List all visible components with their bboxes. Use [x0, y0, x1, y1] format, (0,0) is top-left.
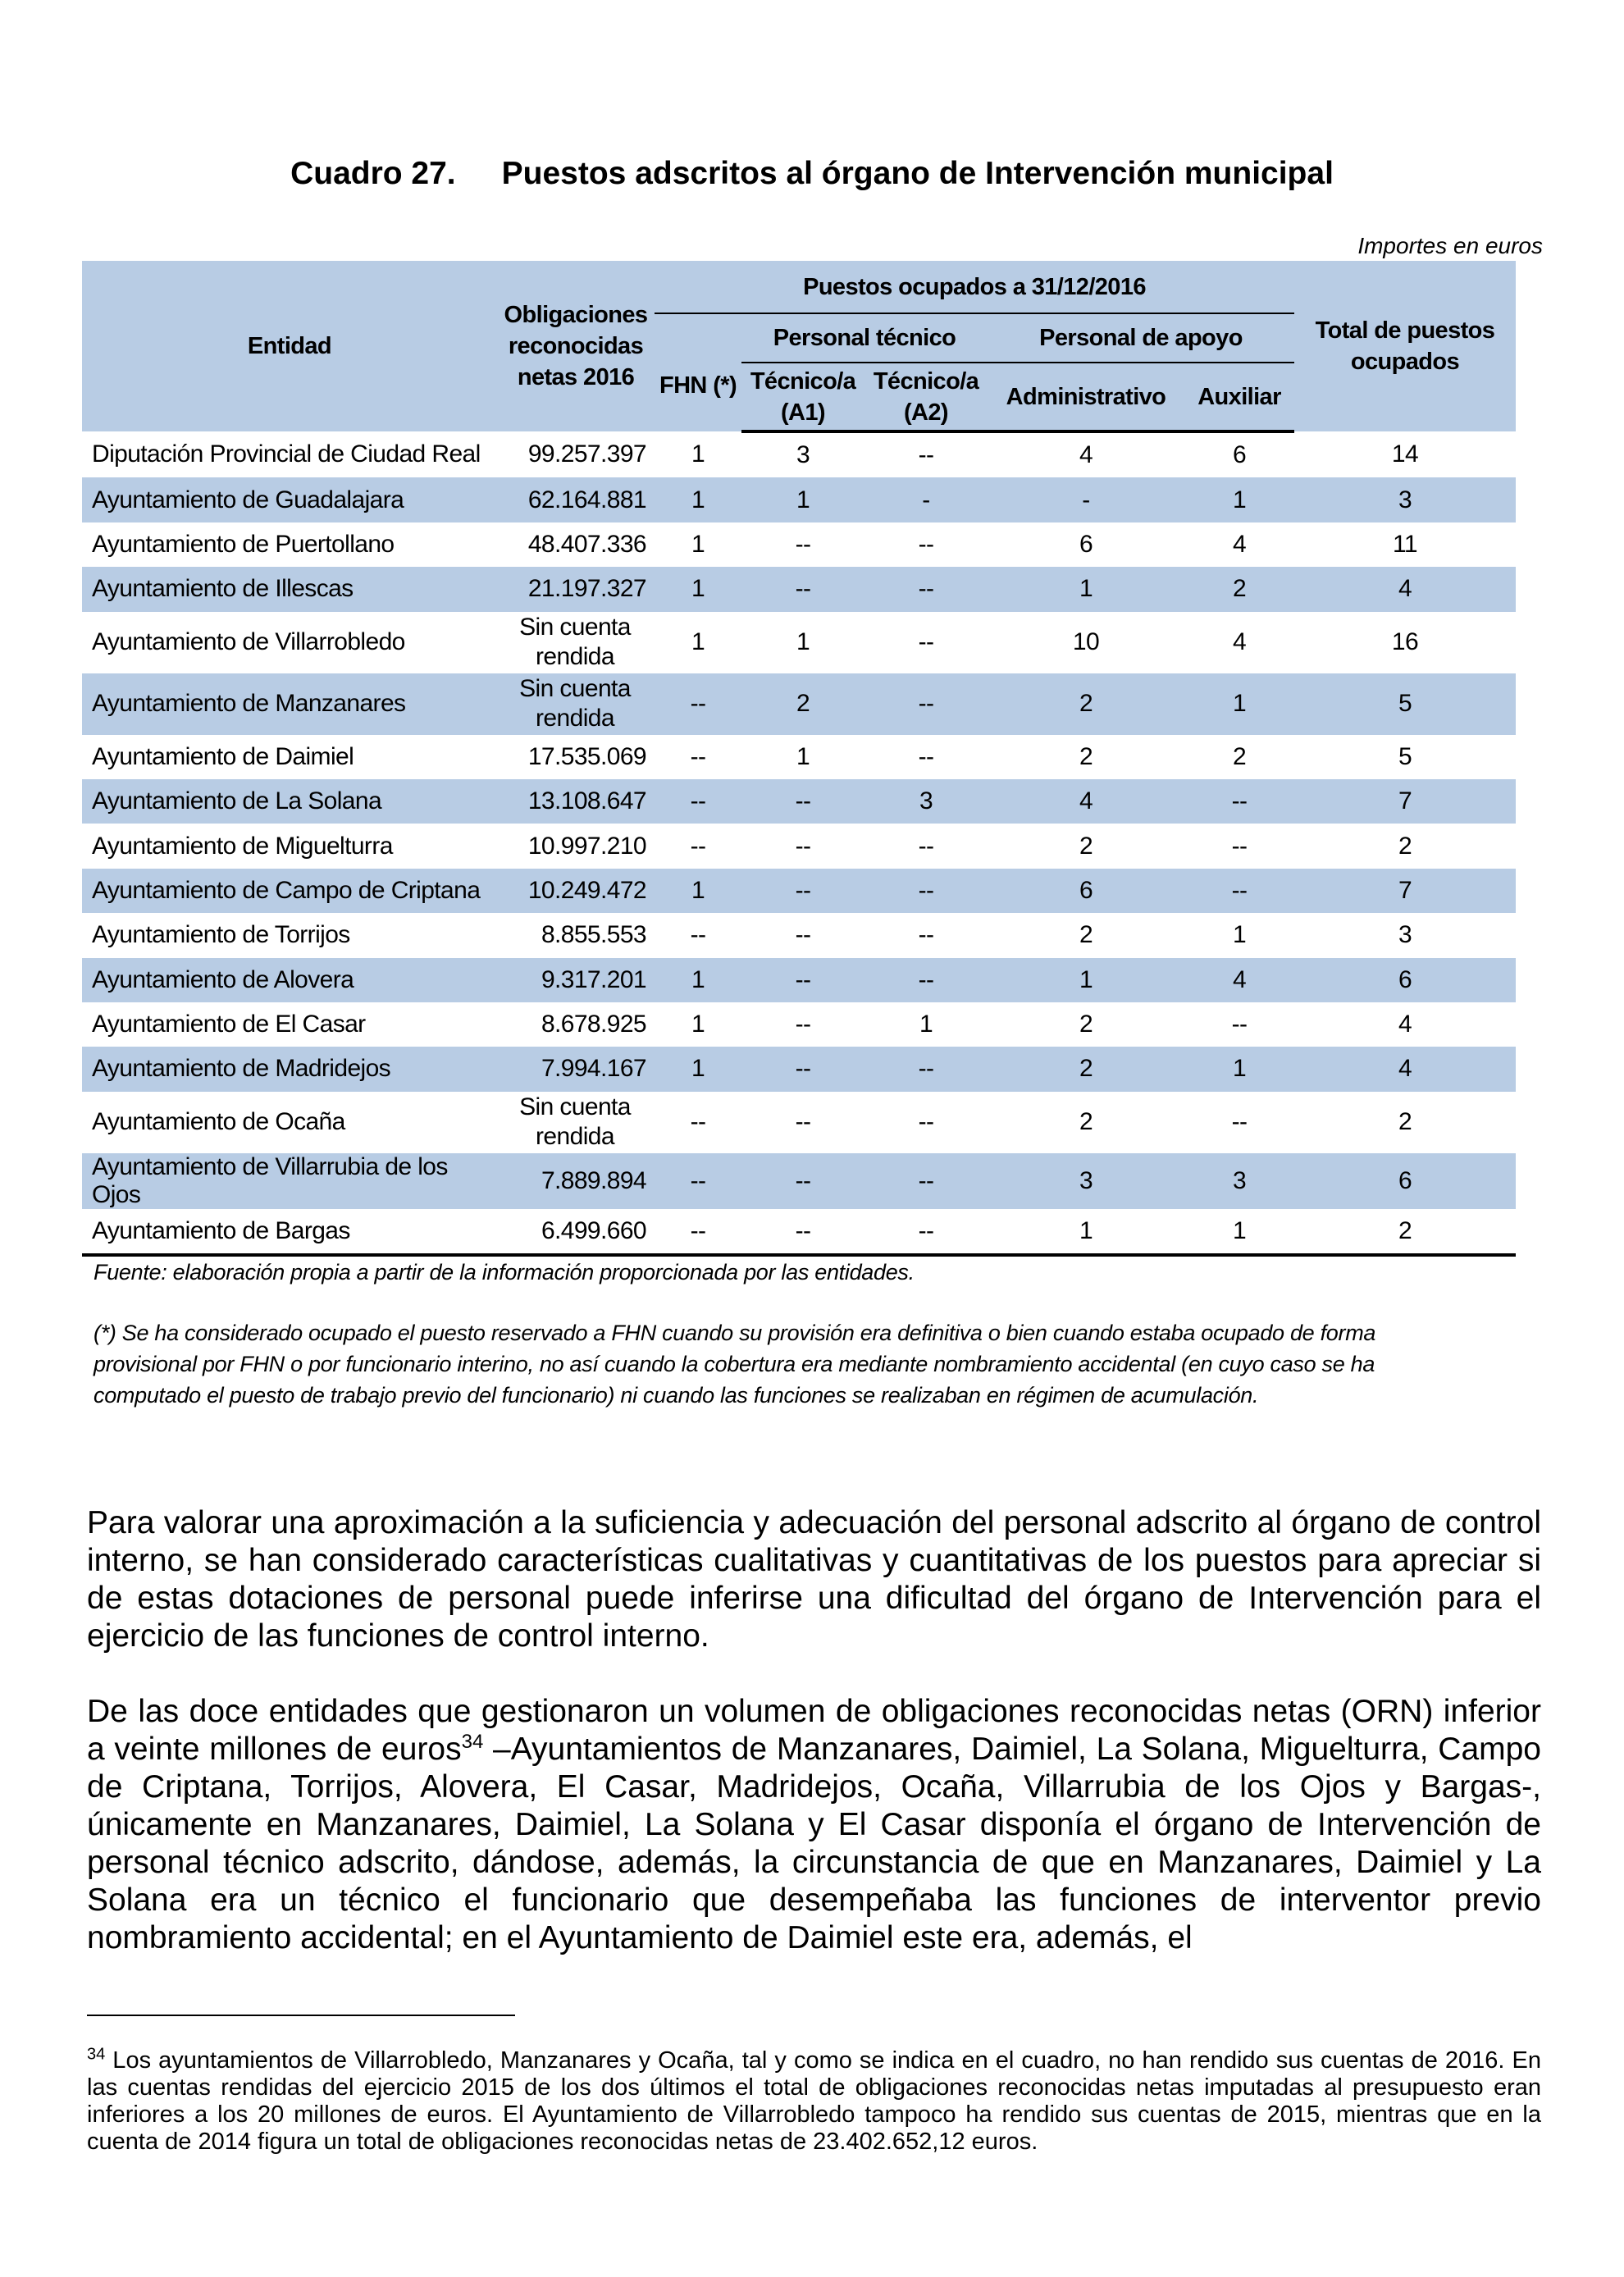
cell-fhn: -- — [655, 1209, 741, 1255]
cell-total: 11 — [1393, 530, 1417, 558]
cell-obligaciones: 62.164.881 — [497, 477, 655, 522]
cell-auxiliar: 1 — [1184, 477, 1294, 522]
header-administrativo: Administrativo — [988, 363, 1184, 431]
cell-obligaciones: 6.499.660 — [497, 1209, 655, 1255]
header-obligaciones: Obligaciones reconocidas netas 2016 — [497, 261, 655, 431]
cell-auxiliar: 1 — [1184, 1047, 1294, 1091]
cell-tecnico-a1: -- — [795, 1011, 811, 1038]
cell-auxiliar: 1 — [1184, 1209, 1294, 1255]
cell-entidad: Ayuntamiento de El Casar — [92, 1011, 366, 1038]
cell-total: 5 — [1398, 742, 1412, 770]
cell-administrativo: 1 — [988, 1209, 1184, 1255]
cell-total: 3 — [1294, 477, 1516, 522]
table-header — [82, 261, 1516, 431]
cell-total: 2 — [1294, 1209, 1516, 1255]
cell-tecnico-a2: -- — [918, 832, 934, 860]
cell-obligaciones: 9.317.201 — [497, 958, 655, 1002]
cell-obligaciones: 17.535.069 — [527, 742, 646, 770]
cell-administrativo: 6 — [988, 869, 1184, 913]
cell-entidad: Ayuntamiento de Ocaña — [92, 1108, 345, 1136]
cell-tecnico-a1: -- — [795, 832, 811, 860]
footnote-separator — [87, 2015, 515, 2016]
cell-entidad: Ayuntamiento de Illescas — [82, 567, 497, 611]
cell-tecnico-a2: -- — [864, 1153, 988, 1209]
cell-tecnico-a2: -- — [918, 530, 934, 558]
table-row — [82, 1209, 1516, 1255]
cell-tecnico-a1: -- — [795, 1108, 811, 1136]
cell-tecnico-a2: -- — [918, 921, 934, 949]
cell-auxiliar: 2 — [1184, 567, 1294, 611]
cell-tecnico-a1: 1 — [796, 628, 810, 656]
cell-auxiliar: 3 — [1184, 1153, 1294, 1209]
units-note: Importes en euros — [1357, 233, 1543, 258]
cell-auxiliar: -- — [1184, 779, 1294, 824]
cell-entidad: Ayuntamiento de Daimiel — [92, 742, 354, 770]
cell-tecnico-a2: 3 — [864, 779, 988, 824]
cell-entidad: Ayuntamiento de Bargas — [82, 1209, 497, 1255]
cell-administrativo: 4 — [988, 779, 1184, 824]
cell-fhn: -- — [690, 742, 706, 770]
cell-tecnico-a2: -- — [864, 869, 988, 913]
source-note: Fuente: elaboración propia a partir de la información proporcionada por las entidades. — [94, 1260, 915, 1285]
cell-tecnico-a1: -- — [795, 530, 811, 558]
body-paragraph-2 — [87, 1693, 1541, 1957]
cell-tecnico-a2: -- — [864, 1047, 988, 1091]
cell-auxiliar: 4 — [1232, 628, 1247, 656]
cell-tecnico-a1: -- — [741, 1209, 864, 1255]
cell-obligaciones: 48.407.336 — [527, 530, 646, 558]
cell-fhn: 1 — [655, 958, 741, 1002]
header-fhn: FHN (*) — [655, 313, 741, 431]
cell-tecnico-a1: 3 — [796, 441, 810, 469]
table-row — [82, 1047, 1516, 1091]
cell-total: 6 — [1294, 1153, 1516, 1209]
cell-auxiliar: 4 — [1232, 530, 1247, 558]
cell-fhn: 1 — [655, 477, 741, 522]
caption-number: Cuadro 27. — [290, 156, 456, 191]
header-personal-apoyo: Personal de apoyo — [988, 313, 1294, 363]
table-row — [82, 1092, 1516, 1153]
footnote-reference: 34 — [461, 1731, 484, 1753]
cell-obligaciones: 7.994.167 — [497, 1047, 655, 1091]
table-row — [82, 673, 1516, 735]
header-tecnico-a1: Técnico/a (A1) — [741, 363, 864, 431]
cell-fhn: 1 — [691, 440, 705, 468]
cell-auxiliar: -- — [1184, 869, 1294, 913]
cell-entidad: Ayuntamiento de Torrijos — [92, 921, 350, 949]
footnote — [87, 2047, 1541, 2156]
cell-fhn: -- — [655, 673, 741, 735]
cell-administrativo: 3 — [988, 1153, 1184, 1209]
cell-obligaciones: Sin cuenta rendida — [519, 1093, 631, 1151]
table-row — [82, 1002, 1516, 1047]
cell-entidad: Ayuntamiento de Campo de Criptana — [82, 869, 497, 913]
table-row — [82, 567, 1516, 611]
cell-tecnico-a1: -- — [741, 869, 864, 913]
cell-tecnico-a1: -- — [741, 1047, 864, 1091]
cell-administrativo: - — [988, 477, 1184, 522]
cell-total: 4 — [1398, 1011, 1412, 1038]
cell-obligaciones: 10.997.210 — [527, 832, 646, 860]
cell-auxiliar: -- — [1231, 832, 1248, 860]
cell-entidad: Ayuntamiento de Guadalajara — [82, 477, 497, 522]
cell-administrativo: 2 — [988, 673, 1184, 735]
cell-fhn: -- — [690, 1108, 706, 1136]
cell-auxiliar: 1 — [1232, 921, 1247, 949]
cell-total: 16 — [1391, 628, 1419, 656]
cell-auxiliar: 6 — [1232, 441, 1247, 469]
cell-entidad: Ayuntamiento de Alovera — [82, 958, 497, 1002]
footnote-number: 34 — [87, 2045, 106, 2064]
table-row — [82, 779, 1516, 824]
cell-administrativo: 2 — [1079, 1108, 1093, 1136]
cell-tecnico-a1: 2 — [741, 673, 864, 735]
cell-tecnico-a2: -- — [864, 958, 988, 1002]
cell-total: 4 — [1294, 567, 1516, 611]
table-caption — [82, 156, 1542, 192]
cell-obligaciones: 7.889.894 — [497, 1153, 655, 1209]
cell-obligaciones: 13.108.647 — [497, 779, 655, 824]
table-body — [82, 431, 1516, 1255]
caption-title: Puestos adscritos al órgano de Intervención municipal — [501, 156, 1334, 191]
cell-administrativo: 2 — [988, 1047, 1184, 1091]
cell-tecnico-a2: -- — [864, 673, 988, 735]
cell-auxiliar: -- — [1231, 1108, 1248, 1136]
cell-total: 2 — [1398, 1108, 1412, 1136]
cell-tecnico-a1: -- — [741, 779, 864, 824]
cell-tecnico-a2: -- — [918, 628, 934, 656]
cell-fhn: -- — [690, 832, 706, 860]
cell-obligaciones: 99.257.397 — [527, 440, 646, 468]
puestos-table — [82, 261, 1516, 1257]
cell-entidad: Ayuntamiento de Puertollano — [92, 530, 395, 558]
cell-fhn: 1 — [691, 628, 705, 656]
cell-fhn: 1 — [655, 1047, 741, 1091]
cell-fhn: -- — [655, 1153, 741, 1209]
header-tecnico-a2: Técnico/a (A2) — [864, 363, 988, 431]
table-row — [82, 824, 1516, 868]
cell-tecnico-a1: -- — [741, 1153, 864, 1209]
table-row — [82, 735, 1516, 779]
cell-total: 4 — [1294, 1047, 1516, 1091]
cell-tecnico-a1: -- — [741, 567, 864, 611]
cell-fhn: -- — [655, 779, 741, 824]
cell-administrativo: 6 — [1079, 530, 1093, 558]
cell-tecnico-a1: 1 — [796, 742, 810, 770]
cell-tecnico-a2: -- — [918, 742, 934, 770]
cell-tecnico-a1: -- — [741, 958, 864, 1002]
cell-administrativo: 4 — [1079, 441, 1093, 469]
paragraph-2-text-a: De las doce entidades que gestionaron un volumen de obligaciones reconocidas netas (ORN) inferior a veinte millones de euros — [87, 1694, 1541, 1767]
cell-fhn: 1 — [691, 1011, 705, 1038]
cell-tecnico-a1: 1 — [741, 477, 864, 522]
cell-administrativo: 2 — [1079, 742, 1093, 770]
cell-administrativo: 2 — [1079, 921, 1093, 949]
cell-administrativo: 1 — [988, 567, 1184, 611]
cell-auxiliar: 1 — [1184, 673, 1294, 735]
cell-entidad: Ayuntamiento de Villarrobledo — [92, 628, 405, 656]
footnote-text: Los ayuntamientos de Villarrobledo, Manzanares y Ocaña, tal y como se indica en el cuadro, no han rendido sus cuentas de 2016. En las cuentas rendidas del ejercicio 2015 de los dos últimos el total de obligaciones reconocidas netas imputadas al presupuesto eran inferiores a los 20 millones de euros. El Ayuntamiento de Villarrobledo tampoco ha rendido sus cuentas de 2015, mientras que en la cuenta de 2014 figura un total de obligaciones reconocidas netas de 23.402.652,12 euros. — [87, 2047, 1541, 2155]
cell-administrativo: 2 — [1079, 1011, 1093, 1038]
cell-obligaciones: 8.678.925 — [541, 1011, 646, 1038]
cell-administrativo: 10 — [1072, 628, 1100, 656]
table-row — [82, 913, 1516, 957]
cell-entidad: Ayuntamiento de Villarrubia de los Ojos — [82, 1153, 497, 1209]
cell-total: 7 — [1294, 779, 1516, 824]
cell-total: 5 — [1294, 673, 1516, 735]
paragraph-2-text-b: –Ayuntamientos de Manzanares, Daimiel, La Solana, Miguelturra, Campo de Criptana, Torrijos, Alovera, El Casar, Madridejos, Ocaña, Villarrubia de los Ojos y Bargas-, únicamente en Manzanares, Daimiel, La Solana y El Casar disponía el órgano de Intervención de personal técnico adscrito, dándose, además, la circunstancia de que en Manzanares, Daimiel y La Solana era un técnico el funcionario que desempeñaba las funciones de interventor previo nombramiento accidental; en el Ayuntamiento de Daimiel este era, además, el — [87, 1732, 1542, 1955]
body-paragraph-1: Para valorar una aproximación a la suficiencia y adecuación del personal adscrito al órgano de control interno, se han considerado características cualitativas y cuantitativas de los puestos para apreciar si de estas dotaciones de personal puede inferirse una dificultad del órgano de Intervención para el ejercicio de las funciones de control interno. — [87, 1505, 1541, 1654]
table-row — [82, 1153, 1516, 1209]
cell-tecnico-a2: -- — [864, 567, 988, 611]
cell-entidad: Ayuntamiento de Madridejos — [82, 1047, 497, 1091]
header-auxiliar: Auxiliar — [1184, 363, 1294, 431]
cell-fhn: 1 — [655, 567, 741, 611]
table-row — [82, 869, 1516, 913]
cell-tecnico-a2: 1 — [919, 1011, 933, 1038]
cell-total: 3 — [1398, 921, 1412, 949]
cell-entidad: Diputación Provincial de Ciudad Real — [92, 440, 481, 468]
cell-entidad: Ayuntamiento de La Solana — [82, 779, 497, 824]
cell-total: 6 — [1294, 958, 1516, 1002]
cell-obligaciones: 8.855.553 — [541, 921, 646, 949]
header-total: Total de puestos ocupados — [1294, 261, 1516, 431]
cell-auxiliar: 2 — [1232, 742, 1247, 770]
cell-auxiliar: 4 — [1184, 958, 1294, 1002]
cell-tecnico-a2: -- — [918, 1108, 934, 1136]
cell-tecnico-a1: -- — [795, 921, 811, 949]
cell-obligaciones: 21.197.327 — [497, 567, 655, 611]
table-row — [82, 431, 1516, 477]
table-row — [82, 958, 1516, 1002]
cell-tecnico-a2: -- — [918, 441, 934, 469]
cell-tecnico-a2: -- — [864, 1209, 988, 1255]
cell-fhn: -- — [690, 921, 706, 949]
cell-obligaciones: Sin cuenta rendida — [497, 673, 655, 735]
cell-fhn: 1 — [655, 869, 741, 913]
cell-entidad: Ayuntamiento de Manzanares — [82, 673, 497, 735]
cell-tecnico-a2: - — [864, 477, 988, 522]
cell-total: 14 — [1391, 440, 1419, 468]
cell-entidad: Ayuntamiento de Miguelturra — [92, 832, 393, 860]
header-personal-tecnico: Personal técnico — [741, 313, 988, 363]
cell-administrativo: 1 — [988, 958, 1184, 1002]
header-entidad: Entidad — [82, 261, 497, 431]
cell-obligaciones: 10.249.472 — [497, 869, 655, 913]
table-row — [82, 522, 1516, 567]
cell-total: 2 — [1398, 832, 1412, 860]
cell-obligaciones: Sin cuenta rendida — [519, 614, 631, 671]
cell-total: 7 — [1294, 869, 1516, 913]
fhn-note: (*) Se ha considerado ocupado el puesto reservado a FHN cuando su provisión era definitiva o bien cuando estaba ocupado de forma provisional por FHN o por funcionario interino, no así cuando la cobertura era mediante nombramiento accidental (en cuyo caso se ha computado el puesto de trabajo previo del funcionario) ni cuando las funciones se realizaban en régimen de acumulación. — [94, 1321, 1376, 1408]
cell-auxiliar: -- — [1231, 1011, 1248, 1038]
header-puestos-ocupados: Puestos ocupados a 31/12/2016 — [655, 261, 1294, 313]
cell-administrativo: 2 — [1079, 832, 1093, 860]
cell-fhn: 1 — [691, 530, 705, 558]
table-row — [82, 612, 1516, 673]
table-row — [82, 477, 1516, 522]
